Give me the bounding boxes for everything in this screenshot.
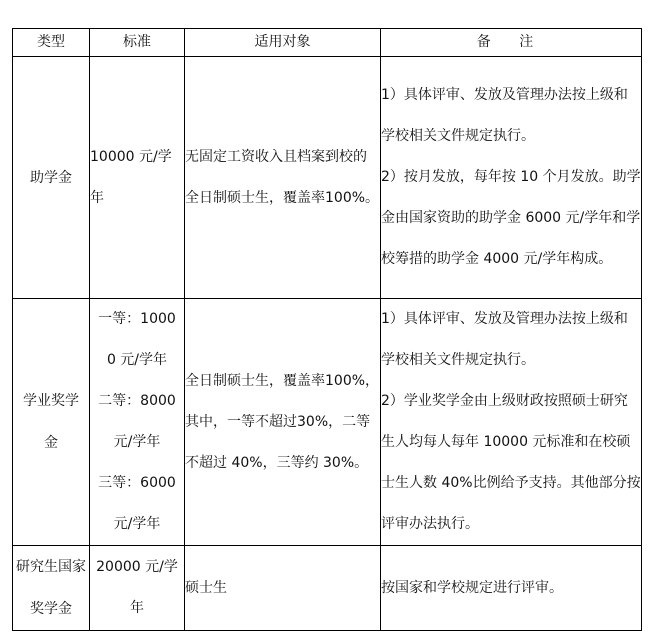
target-text: 硕士生 — [185, 579, 227, 596]
header-target: 适用对象 — [185, 29, 381, 57]
header-standard: 标准 — [90, 29, 185, 57]
scholarship-table — [12, 28, 642, 631]
type-label: 学业奖学金 — [23, 393, 79, 451]
cell-type — [13, 299, 90, 546]
cell-target — [185, 546, 381, 631]
cell-target — [185, 299, 381, 546]
type-label: 助学金 — [30, 169, 72, 186]
header-remark: 备 注 — [381, 29, 642, 57]
remark-text: 按国家和学校规定进行评审。 — [381, 579, 563, 596]
type-label: 研究生国家奖学金 — [16, 559, 86, 617]
remark-item: 1）具体评审、发放及管理办法按上级和学校相关文件规定执行。 — [381, 87, 628, 144]
cell-remark — [381, 299, 642, 546]
cell-standard — [90, 546, 185, 631]
cell-target — [185, 57, 381, 299]
cell-standard — [90, 299, 185, 546]
cell-standard — [90, 57, 185, 299]
remark-item: 2）按月发放，每年按 10 个月发放。助学金由国家资助的助学金 6000 元/学年和学校筹措的助学金 4000 元/学年构成。 — [381, 169, 641, 267]
cell-remark — [381, 546, 642, 631]
remark-item: 1）具体评审、发放及管理办法按上级和学校相关文件规定执行。 — [381, 311, 628, 368]
table-header-row — [13, 29, 642, 57]
standard-value: 20000 元/学年 — [96, 559, 178, 616]
cell-type — [13, 546, 90, 631]
remark-item: 2）学业奖学金由上级财政按照硕士研究生人均每人每年 10000 元标准和在校硕士生人数 40%比例给予支持。其他部分按评审办法执行。 — [381, 393, 641, 532]
header-type: 类型 — [13, 29, 90, 57]
table-row — [13, 299, 642, 546]
table-row — [13, 57, 642, 299]
target-text: 无固定工资收入且档案到校的全日制硕士生，覆盖率100%。 — [185, 148, 380, 206]
standard-tier: 三等：6000 元/学年 — [98, 475, 176, 532]
standard-value: 10000 元/学年 — [90, 148, 172, 206]
cell-type — [13, 57, 90, 299]
cell-remark — [381, 57, 642, 299]
standard-tier: 一等：10000 元/学年 — [98, 311, 176, 368]
table-row — [13, 546, 642, 631]
target-text: 全日制硕士生，覆盖率100%，其中，一等不超过30%，二等不超过 40%，三等约 30%。 — [185, 372, 380, 471]
standard-tier: 二等：8000 元/学年 — [98, 393, 176, 450]
